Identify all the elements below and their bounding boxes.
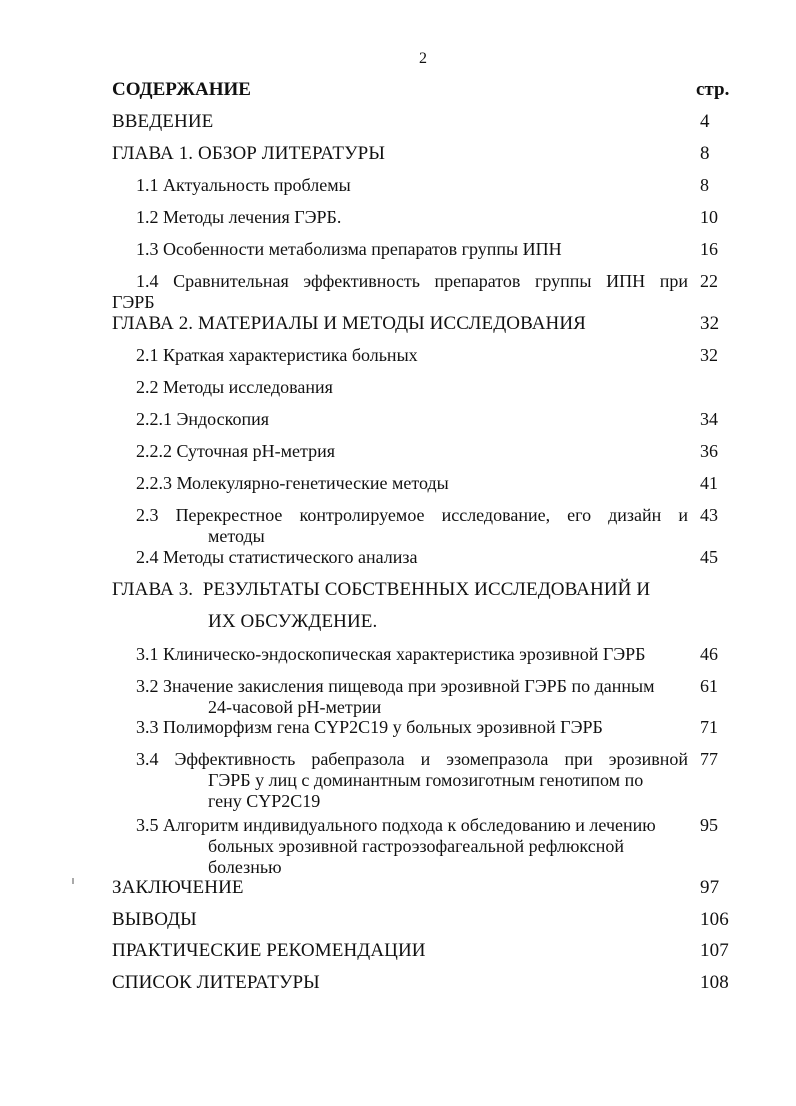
toc-entry-page: 34 [700, 409, 718, 429]
toc-entry-text-continued-2: гену CYP2C19 [208, 791, 321, 811]
toc-entry-page: 8 [700, 143, 710, 164]
toc-entry-text: 1.2 Методы лечения ГЭРБ. [136, 207, 342, 227]
toc-entry-text: 2.4 Методы статистического анализа [136, 547, 418, 567]
toc-entry-text: 2.1 Краткая характеристика больных [136, 345, 418, 365]
page-column-label: стр. [696, 79, 730, 100]
toc-entry-text: ВЫВОДЫ [112, 909, 197, 930]
toc-entry-text: 1.1 Актуальность проблемы [136, 175, 351, 195]
toc-entry-page: 41 [700, 473, 718, 493]
toc-entry-page: 16 [700, 239, 718, 259]
toc-entry-text: 1.3 Особенности метаболизма препаратов группы ИПН [136, 239, 562, 259]
toc-entry-text: ЗАКЛЮЧЕНИЕ [112, 877, 244, 898]
toc-entry-text: 3.5 Алгоритм индивидуального подхода к обследованию и лечению [136, 815, 656, 835]
toc-entry-text: 3.2 Значение закисления пищевода при эрозивной ГЭРБ по данным [136, 676, 655, 696]
toc-title: СОДЕРЖАНИЕ [112, 79, 251, 100]
toc-entry-page: 45 [700, 547, 718, 567]
toc-entry-page: 22 [700, 271, 718, 291]
toc-entry-text: ГЛАВА 2. МАТЕРИАЛЫ И МЕТОДЫ ИССЛЕДОВАНИЯ [112, 313, 586, 334]
toc-entry-text-continued: методы [208, 526, 265, 546]
toc-entry-text: 1.4 Сравнительная эффективность препаратов группы ИПН при [136, 271, 688, 291]
toc-entry-page: 106 [700, 909, 729, 930]
toc-entry-page: 46 [700, 644, 718, 664]
toc-entry-text-continued: 24-часовой рН-метрии [208, 697, 382, 717]
toc-entry-page: 8 [700, 175, 709, 195]
toc-entry-page: 36 [700, 441, 718, 461]
toc-entry-text: ГЛАВА 1. ОБЗОР ЛИТЕРАТУРЫ [112, 143, 385, 164]
toc-entry-text: ВВЕДЕНИЕ [112, 111, 214, 132]
toc-entry-text: 3.3 Полиморфизм гена CYP2C19 у больных эрозивной ГЭРБ [136, 717, 603, 737]
toc-entry-text: ПРАКТИЧЕСКИЕ РЕКОМЕНДАЦИИ [112, 940, 426, 961]
toc-entry-text: 3.1 Клиническо-эндоскопическая характеристика эрозивной ГЭРБ [136, 644, 646, 664]
toc-entry-text-continued: ГЭРБ у лиц с доминантным гомозиготным генотипом по [208, 770, 644, 790]
toc-entry-page: 108 [700, 972, 729, 993]
toc-entry-text: СПИСОК ЛИТЕРАТУРЫ [112, 972, 320, 993]
toc-entry-text: ИХ ОБСУЖДЕНИЕ. [208, 611, 378, 632]
toc-entry-page: 10 [700, 207, 718, 227]
page-number: 2 [419, 50, 427, 67]
toc-entry-page: 4 [700, 111, 710, 132]
toc-entry-page: 107 [700, 940, 729, 961]
toc-entry-page: 61 [700, 676, 718, 696]
toc-entry-text: 2.3 Перекрестное контролируемое исследование, его дизайн и [136, 505, 688, 525]
toc-entry-page: 43 [700, 505, 718, 525]
toc-entry-text: 2.2 Методы исследования [136, 377, 333, 397]
toc-entry-text: 2.2.1 Эндоскопия [136, 409, 269, 429]
toc-entry-text: 2.2.2 Суточная рН-метрия [136, 441, 336, 461]
toc-entry-text-continued: больных эрозивной гастроэзофагеальной рефлюксной [208, 836, 624, 856]
toc-entry-page: 77 [700, 749, 718, 769]
toc-entry-text: 3.4 Эффективность рабепразола и эзомепразола при эрозивной [136, 749, 688, 769]
toc-entry-text-continued-2: болезнью [208, 857, 282, 877]
toc-entry-page: 71 [700, 717, 718, 737]
toc-entry-page: 32 [700, 313, 720, 334]
toc-entry-text: 2.2.3 Молекулярно-генетические методы [136, 473, 449, 493]
stray-mark [72, 878, 74, 884]
toc-entry-page: 97 [700, 877, 720, 898]
toc-entry-page: 32 [700, 345, 718, 365]
toc-entry-page: 95 [700, 815, 718, 835]
toc-entry-text-continued: ГЭРБ [112, 292, 155, 312]
toc-entry-text: ГЛАВА 3. РЕЗУЛЬТАТЫ СОБСТВЕННЫХ ИССЛЕДОВАНИЙ И [112, 579, 651, 600]
